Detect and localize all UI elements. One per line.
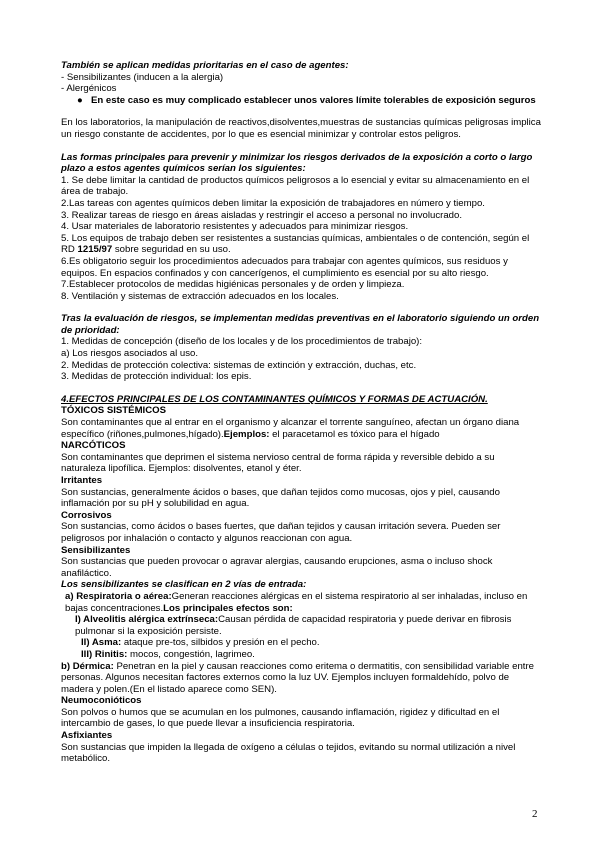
effect-3-text: mocos, congestión, lagrimeo. [127, 648, 255, 660]
prevent-item: 7.Establecer protocolos de medidas higiénicas personales y de orden y limpieza. [61, 279, 405, 291]
effect-2-paragraph [61, 637, 541, 649]
irritantes-title: Irritantes [61, 475, 103, 486]
neumo-title: Neumoconióticos [61, 695, 142, 707]
asfix-title: Asfixiantes [61, 730, 113, 742]
effect-1-paragraph [61, 614, 541, 637]
ejemplos-text: el paracetamol es tóxico para el hígado [269, 428, 440, 440]
corrosivos-text: Son sustancias, como ácidos o bases fuertes, que dañan tejidos y causan irritación severa. Pueden ser peligrosos por inhalación o contacto y algunos reaccionan con agua. [61, 521, 501, 544]
via-a-text: Generan reacciones alérgicas en el sistema respiratorio al ser inhaladas, incluso en bajas concentraciones. [65, 590, 528, 614]
after-eval-item: a) Los riesgos asociados al uso. [61, 348, 199, 360]
prevent-item: 2.Las tareas con agentes químicos deben limitar la exposición de trabajadores en número y tiempo. [61, 197, 485, 209]
via-b-label: b) Dérmica: [61, 660, 114, 672]
after-eval-item: 1. Medidas de concepción (diseño de los locales y de los procedimientos de trabajo): [61, 336, 423, 348]
prevent-item: 4. Usar materiales de laboratorio resistentes y adecuados para minimizar riesgos. [61, 221, 409, 233]
intro-item: - Sensibilizantes (inducen a la alergia) [61, 71, 224, 83]
section4-heading: 4.EFECTOS PRINCIPALES DE LOS CONTAMINANTES QUÍMICOS Y FORMAS DE ACTUACIÓN. [61, 393, 488, 405]
via-a-label: a) Respiratoria o aérea: [65, 590, 172, 602]
intro-bullet-list [61, 95, 541, 107]
corrosivos-title: Corrosivos [61, 509, 112, 521]
effect-2-text: ataque pre-tos, silbidos y presión en el pecho. [121, 637, 320, 649]
neumo-text: Son polvos o humos que se acumulan en los pulmones, causando inflamación, rigidez y dificultad en el intercambio de gases, lo que puede llevar a insuficiencia respiratoria. [61, 706, 500, 730]
page-number: 2 [532, 808, 538, 820]
narcoticos-title: NARCÓTICOS [61, 440, 126, 452]
after-eval-item: 2. Medidas de protección colectiva: sistemas de extinción y extracción, duchas, etc. [61, 359, 417, 371]
sensibilizantes-title: Sensibilizantes [61, 544, 131, 556]
after-eval-item: 3. Medidas de protección individual: los epis. [61, 371, 252, 383]
narcoticos-text: Son contaminantes que deprimen el sistema nervioso central de forma rápida y reversible debido a su naturaleza lipofílica. Ejemplos: disolventes, etanol y éter. [61, 451, 495, 475]
asfix-text: Son sustancias que impiden la llegada de oxígeno a células o tejidos, evitando su normal utilización a nivel metabólico. [61, 741, 516, 765]
after-eval-heading: Tras la evaluación de riesgos, se implementan medidas preventivas en el laboratorio siguiendo un orden de prioridad: [61, 313, 540, 336]
prevent-item: 1. Se debe limitar la cantidad de productos químicos peligrosos a lo esencial y evitar su almacenamiento en el área de trabajo. [61, 174, 530, 198]
via-b-paragraph [61, 661, 541, 696]
document-page [61, 60, 541, 765]
ejemplos-label: Ejemplos: [223, 428, 270, 440]
irritantes-text: Son sustancias, generalmente ácidos o bases, que dañan tejidos como mucosas, ojos y piel, causando inflamación por su pH y solubilidad en agua. [61, 486, 500, 510]
via-a-effects: Los principales efectos son: [163, 602, 293, 614]
bullet-icon: ● [77, 94, 83, 106]
toxicos-paragraph [61, 417, 541, 440]
prevent-item: 3. Realizar tareas de riesgo en áreas aisladas y restringir el acceso a personal no involucrado. [61, 209, 463, 221]
lab-paragraph: En los laboratorios, la manipulación de reactivos,disolventes,muestras de sustancias químicas peligrosas implica un riesgo constante de accidentes, por lo que es esencial minimizar y controlar estos peligros. [61, 117, 541, 140]
effect-2-label: II) Asma: [81, 637, 122, 649]
intro-item: - Alergénicos [61, 83, 117, 95]
via-a-paragraph [61, 591, 541, 614]
prevent-item: 6.Es obligatorio seguir los procedimientos adecuados para trabajar con agentes químicos, sus residuos y equipos. En espacios confinados y con cancerígenos, el cumplimiento es esencial por su alto riesgo. [61, 255, 508, 279]
rd-number: 1215/97 [77, 244, 113, 256]
intro-heading: También se aplican medidas prioritarias en el caso de agentes: [61, 60, 349, 71]
toxicos-text: Son contaminantes que al entrar en el organismo y alcanzar el torrente sanguíneo, afectan un órgano diana específico (riñones,pulmones,hígado). [61, 417, 520, 440]
effect-3-paragraph [61, 649, 541, 661]
prevent-item-text: 5. Los equipos de trabajo deben ser resistentes a sustancias químicas, ambientales o de contención, según el RD [61, 232, 530, 256]
rd-suffix: sobre seguridad en su uso. [112, 244, 231, 256]
via-b-text: Penetran en la piel y causan reacciones como eritema o dermatitis, con sensibilidad variable entre personas. Algunos necesitan factores externos como la luz UV. Ejemplos incluyen formaldehído, polvo de madera y polen.(En el listado aparece como SEN). [61, 660, 534, 695]
bullet-item [77, 94, 541, 107]
toxicos-title: TÓXICOS SISTÉMICOS [61, 405, 167, 417]
prevent-item-rd [61, 233, 541, 256]
vias-heading: Los sensibilizantes se clasifican en 2 vías de entrada: [61, 579, 307, 591]
effect-3-label: III) Rinitis: [81, 648, 128, 660]
prevent-item: 8. Ventilación y sistemas de extracción adecuados en los locales. [61, 290, 339, 302]
effect-1-text: Causan pérdida de capacidad respiratoria y puede derivar en fibrosis pulmonar si la exposición persiste. [75, 614, 512, 637]
bullet-text: En este caso es muy complicado establecer unos valores límite tolerables de exposición seguros [91, 94, 536, 106]
prevent-heading: Las formas principales para prevenir y minimizar los riesgos derivados de la exposición a corto o largo plazo a estos agentes químicos serían los siguientes: [61, 151, 533, 175]
sensibilizantes-text: Son sustancias que pueden provocar o agravar alergias, causando erupciones, asma o incluso shock anafiláctico. [61, 556, 493, 579]
effect-1-label: I) Alveolitis alérgica extrínseca: [75, 614, 219, 626]
